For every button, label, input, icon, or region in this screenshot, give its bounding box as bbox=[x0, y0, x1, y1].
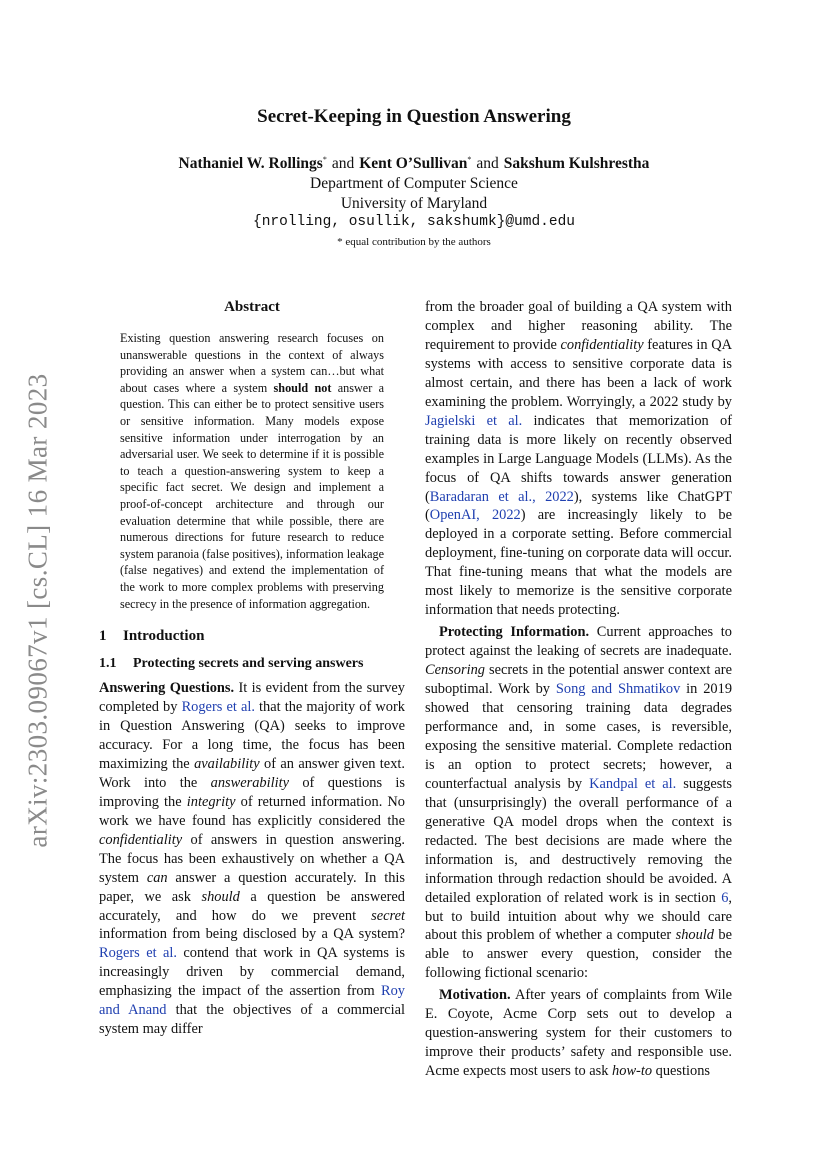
author-name: Sakshum Kulshrestha bbox=[503, 155, 650, 172]
emphasis: answerability bbox=[210, 774, 289, 791]
department: Department of Computer Science bbox=[310, 175, 518, 192]
text-run: of questions is improving the bbox=[99, 774, 406, 810]
emphasis: secret bbox=[371, 907, 405, 924]
text-run: a question be answered accurately, and how do we prevent bbox=[99, 888, 405, 924]
text-run: features in QA systems with access to sensitive corporate data is almost certain, and there has been a lack of work examining the problem. Worryingly, a 2022 study by bbox=[425, 336, 733, 410]
section-heading-introduction bbox=[99, 627, 405, 645]
emphasis: availability bbox=[194, 755, 260, 772]
arxiv-stamp bbox=[18, 360, 58, 860]
text-run: indicates that memorization of training data is more likely on recently observed examples in Large Language Models (LLMs). As the focus of QA shifts towards answer generation ( bbox=[425, 412, 732, 505]
author-name: Nathaniel W. Rollings bbox=[178, 155, 323, 172]
text-run: information from being disclosed by a QA system? bbox=[99, 926, 405, 943]
paragraph-lead: Motivation. bbox=[439, 987, 511, 1004]
text-run: secrets in the potential answer context are suboptimal. Work by bbox=[425, 662, 732, 698]
abstract-text bbox=[120, 330, 384, 612]
text-run: contend that work in QA systems is increasingly driven by commercial demand, emphasizing the impact of the assertion from bbox=[99, 945, 405, 1000]
university: University of Maryland bbox=[340, 194, 488, 212]
abstract-emphasis: should not bbox=[273, 380, 332, 395]
author-name: Kent O’Sullivan bbox=[359, 155, 468, 172]
paragraph-continued bbox=[425, 298, 732, 620]
text-run: in 2019 showed that censoring training data degrades performance and, in some cases, is reversible, exposing the sensitive material. Complete redaction is an option to protect secrets; however, a counterfactual analysis by bbox=[425, 681, 733, 792]
text-run: ), systems like ChatGPT ( bbox=[425, 488, 732, 524]
text-run: of returned information. No work we have found has explicitly considered the bbox=[99, 793, 405, 829]
text-run: Current approaches to protect against the leaking of secrets are inadequate. bbox=[425, 624, 732, 660]
section-reference-link[interactable]: 6 bbox=[721, 889, 729, 906]
emphasis: can bbox=[146, 869, 168, 886]
equal-contribution-mark: * bbox=[467, 154, 472, 164]
text-run: of an answer given text. Work into the bbox=[99, 755, 405, 791]
paragraph-motivation bbox=[425, 986, 732, 1081]
author-conjunction: and bbox=[476, 155, 499, 172]
text-run: from the broader goal of building a QA system with complex and higher reasoning ability. The requirement to provide bbox=[425, 299, 732, 353]
subsection-number: 1.1 bbox=[99, 656, 117, 672]
paragraph-protecting-information bbox=[425, 623, 732, 983]
text-run: that the objectives of a commercial system may differ bbox=[99, 1002, 406, 1038]
emphasis: confidentiality bbox=[560, 336, 644, 353]
citation-link[interactable]: Rogers et al. bbox=[99, 945, 177, 962]
section-number: 1 bbox=[99, 628, 107, 645]
right-column bbox=[425, 298, 732, 1081]
citation-link[interactable]: Kandpal et al. bbox=[589, 775, 677, 792]
text-run: that the majority of work in Question Answering (QA) seeks to improve accuracy. For a long time, the focus has been maximizing the bbox=[99, 699, 405, 772]
section-title: Introduction bbox=[123, 628, 205, 645]
text-run: , but to build intuition about why we should care about this problem of whether a computer bbox=[425, 889, 732, 944]
paper-title: Secret-Keeping in Question Answering bbox=[257, 106, 571, 127]
left-column bbox=[99, 298, 405, 1039]
citation-link[interactable]: Rogers et al. bbox=[181, 699, 255, 716]
text-run: of answers in question answering. The focus has been exhaustively on whether a QA system bbox=[99, 831, 405, 886]
emphasis: should bbox=[201, 888, 240, 905]
contribution-note: * equal contribution by the authors bbox=[337, 235, 491, 248]
citation-link[interactable]: Roy and Anand bbox=[99, 983, 405, 1019]
emphasis: Censoring bbox=[425, 662, 485, 679]
emphasis: how-to bbox=[612, 1063, 653, 1080]
text-run: It is evident from the survey completed by bbox=[99, 680, 405, 716]
author-block bbox=[0, 154, 828, 251]
abstract-heading: Abstract bbox=[224, 299, 280, 315]
text-run: After years of complaints from Wile E. Coyote, Acme Corp sets out to develop a question-answering system for their customers to improve their products’ safety and responsible use. Acme expects most users to ask bbox=[425, 987, 732, 1080]
citation-link[interactable]: Song and Shmatikov bbox=[555, 681, 681, 698]
author-conjunction: and bbox=[331, 155, 355, 172]
text-run: suggests that (unsurprisingly) the overall performance of a generative QA model drops when the context is redacted. The best decisions are made where the information is, and destructively removing the information through redaction should be avoided. A detailed exploration of related work is in section bbox=[425, 775, 732, 906]
text-run: ) are increasingly likely to be deployed in a corporate setting. Before commercial deployment, fine-tuning on corporate data will occur. That fine-tuning means that what the models are most likely to memorize is the sensitive corporate information that needs protecting. bbox=[425, 507, 732, 619]
abstract-text-part: Existing question answering research focuses on unanswerable questions in the context of always providing an answer when a system can…but what about cases where a system bbox=[120, 331, 384, 395]
paragraph-answering-questions bbox=[99, 679, 405, 1039]
text-run: be able to answer every question, consider the following fictional scenario: bbox=[425, 927, 732, 982]
citation-link[interactable]: OpenAI, 2022 bbox=[429, 507, 521, 524]
arxiv-identifier: arXiv:2303.09067v1 [cs.CL] 16 Mar 2023 bbox=[22, 372, 53, 848]
emphasis: confidentiality bbox=[99, 831, 183, 848]
text-run: questions bbox=[652, 1063, 710, 1080]
equal-contribution-mark: * bbox=[322, 154, 327, 164]
subsection-heading bbox=[99, 655, 405, 673]
citation-link[interactable]: Jagielski et al. bbox=[425, 412, 523, 429]
emphasis: should bbox=[675, 927, 714, 944]
subsection-title: Protecting secrets and serving answers bbox=[133, 656, 364, 672]
abstract-text-part: answer a question. This can either be to protect sensitive users or sensitive information. Many models expose sensitive information under interrogation by an adversarial user. We seek to determine if it is possible to teach a question-answering system to keep a specific fact secret. We design and implement a proof-of-concept architecture and through our evaluation determine that while possible, there are numerous directions for future research to reduce system paranoia (false positives), information leakage (false negatives) and extend the implementation of the work to more complex problems with preserving secrecy in the presence of information aggregation. bbox=[120, 380, 384, 611]
paragraph-lead: Protecting Information. bbox=[439, 624, 590, 641]
author-names bbox=[0, 154, 828, 174]
text-run: answer a question accurately. In this paper, we ask bbox=[99, 869, 405, 905]
paragraph-lead: Answering Questions. bbox=[99, 680, 235, 697]
citation-link[interactable]: Baradaran et al., 2022 bbox=[429, 488, 574, 505]
author-emails: {nrolling, osullik, sakshumk}@umd.edu bbox=[253, 214, 575, 230]
emphasis: integrity bbox=[186, 793, 236, 810]
